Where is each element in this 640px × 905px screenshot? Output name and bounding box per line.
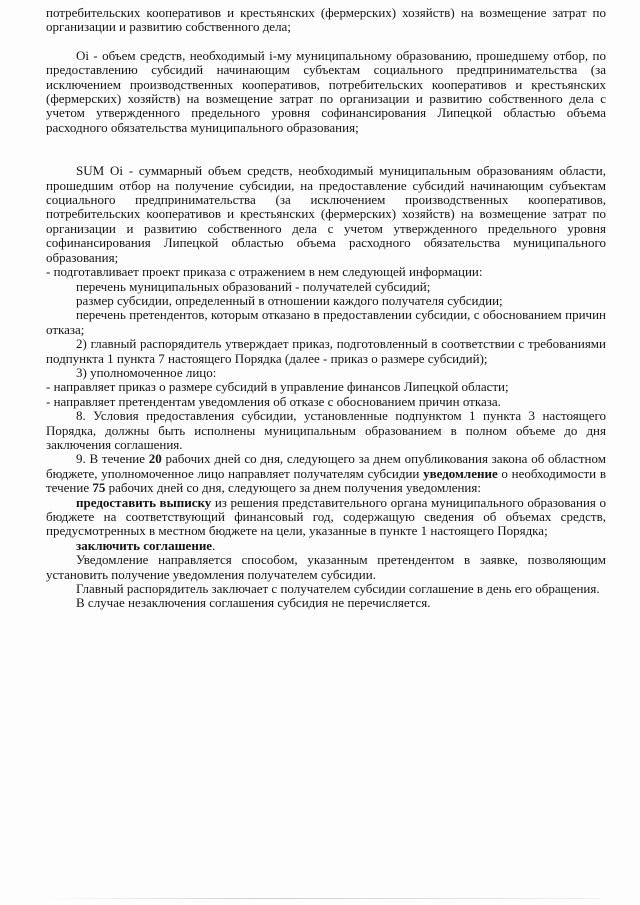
bold-text: уведомление bbox=[423, 465, 498, 481]
paragraph: 3) уполномоченное лицо: bbox=[76, 364, 217, 380]
paragraph: - направляет претендентам уведомления об отказе с обоснованием причин отказа. bbox=[46, 393, 501, 409]
paragraph: заключить соглашение. bbox=[76, 537, 216, 553]
paragraph: 9. В течение 20 рабочих дней со дня, следующего за днем опубликования закона об областном бюджете, уполномоченное лицо направляет получателям субсидии уведомление о необходимости в течение 75 рабочих дней со дня, следующего за днем получения уведомления: bbox=[46, 451, 606, 496]
paragraph: перечень претендентов, которым отказано в предоставлении субсидии, с обоснованием причин отказа; bbox=[46, 307, 606, 337]
paragraph: SUM Оi - суммарный объем средств, необходимый муниципальным образованиям области, прошедшим отбор на получение субсидии, на предоставление субсидий начинающим субъектам социального предпринимательства (за исключением производственных кооперативов, потребительских кооперативов и крестьянских (фермерских) хозяйств) на возмещение затрат по организации и развитию собственного дела с учетом утвержденного предельного уровня софинансирования Липецкой областью объема расходного обязательства муниципального образования; bbox=[46, 163, 606, 265]
paragraph: 2) главный распорядитель утверждает приказ, подготовленный в соответствии с требованиями подпункта 1 пункта 7 настоящего Порядка (далее - приказ о размере субсидий); bbox=[46, 336, 606, 366]
paragraph: - направляет приказ о размере субсидий в управление финансов Липецкой области; bbox=[46, 379, 509, 395]
scan-edge-line bbox=[40, 898, 600, 899]
paragraph: 8. Условия предоставления субсидии, установленные подпунктом 1 пункта 3 настоящего Порядка, должны быть исполнены муниципальным образованием в полном объеме до дня заключения соглашения. bbox=[46, 408, 606, 452]
paragraph: перечень муниципальных образований - получателей субсидий; bbox=[76, 278, 431, 294]
bold-text: 20 bbox=[148, 451, 162, 467]
paragraph: предоставить выписку из решения представительного органа муниципального образования о бюджете на соответствующий финансовый год, содержащую сведения об объемах средств, предусмотренных в местном бюджете на цели, указанные в пункте 1 настоящего Порядка; bbox=[46, 494, 606, 539]
paragraph: Оi - объем средств, необходимый i-му муниципальному образованию, прошедшему отбор, по предоставлению субсидий начинающим субъектам социального предпринимательства (за исключением производственных кооперативов, потребительских кооперативов и крестьянских (фермерских) хозяйств) на возмещение затрат по организации и развитию собственного дела с учетом утвержденного предельного уровня софинансирования Липецкой областью объема расходного обязательства муниципального образования; bbox=[46, 47, 606, 135]
bold-text: заключить соглашение bbox=[76, 537, 213, 553]
paragraph: - подготавливает проект приказа с отражением в нем следующей информации: bbox=[46, 264, 483, 280]
paragraph: Уведомление направляется способом, указанным претендентом в заявке, позволяющим установить получение уведомления получателем субсидии. bbox=[46, 552, 606, 582]
paragraph: потребительских кооперативов и крестьянских (фермерских) хозяйств) на возмещение затрат по организации и развитию собственного дела; bbox=[46, 5, 606, 35]
document-body bbox=[46, 6, 606, 611]
bold-text: 75 bbox=[92, 480, 106, 496]
bold-text: предоставить выписку bbox=[76, 494, 212, 510]
paragraph: размер субсидии, определенный в отношении каждого получателя субсидии; bbox=[76, 292, 503, 308]
paragraph: Главный распорядитель заключает с получателем субсидии соглашение в день его обращения. bbox=[76, 581, 600, 597]
paragraph: В случае незаключения соглашения субсидия не перечисляется. bbox=[76, 595, 431, 611]
